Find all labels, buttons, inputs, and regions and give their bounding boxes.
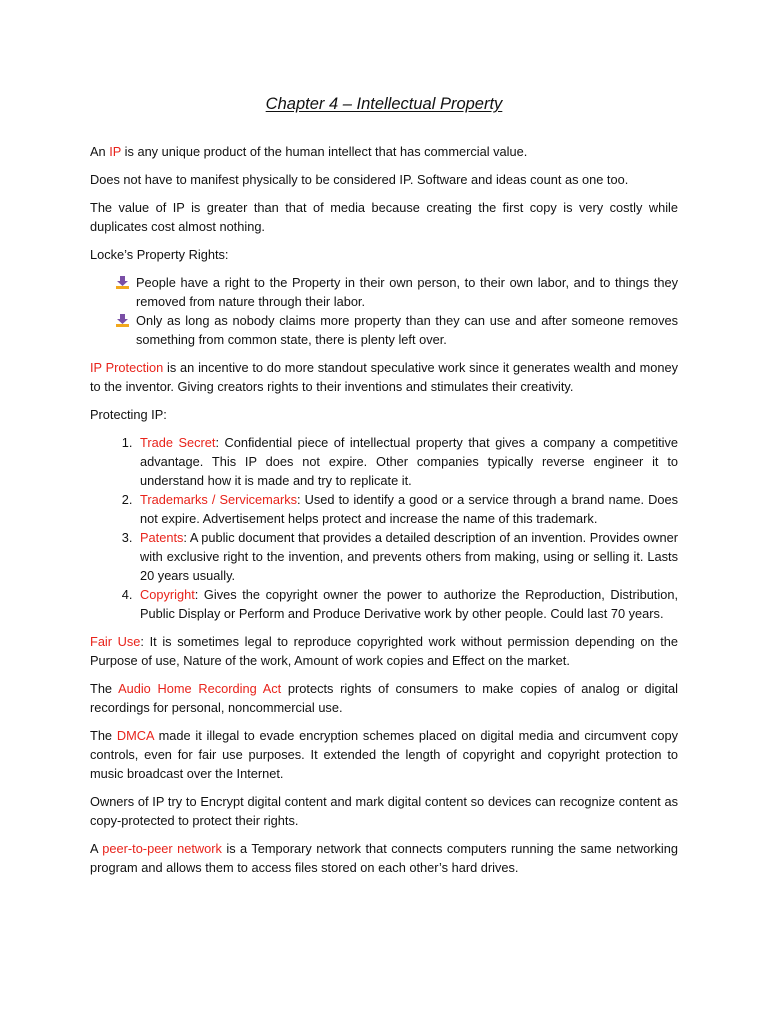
ip-physical-paragraph: Does not have to manifest physically to be considered IP. Software and ideas count as one too. xyxy=(90,172,629,187)
locke-heading: Locke’s Property Rights: xyxy=(90,247,229,262)
list-item xyxy=(136,585,678,623)
ip-value-paragraph: The value of IP is greater than that of media because creating the first copy is very costly while duplicates cost almost nothing. xyxy=(90,200,678,234)
term-p2p: peer-to-peer network xyxy=(102,841,222,856)
protecting-heading: Protecting IP: xyxy=(90,407,167,422)
text-span: made it illegal to evade encryption schemes placed on digital media and circumvent copy controls, even for fair use purposes. It extended the length of copyright and copyright protection to music broadcast over the Internet. xyxy=(90,728,678,781)
text-span: is any unique product of the human intellect that has commercial value. xyxy=(121,144,528,159)
item-text: : Gives the copyright owner the power to authorize the Reproduction, Distribution, Public Display or Perform and Produce Derivative work by other people. Could last 70 years. xyxy=(140,587,678,621)
term-ahra: Audio Home Recording Act xyxy=(118,681,282,696)
ip-definition-paragraph xyxy=(90,142,678,161)
item-text: : Used to identify a good or a service through a brand name. Does not expire. Advertisement helps protect and increase the name of this trademark. xyxy=(140,492,678,526)
page-title: Chapter 4 – Intellectual Property xyxy=(265,95,503,113)
bullet-text: Only as long as nobody claims more property than they can use and after someone removes something from common state, there is plenty left over. xyxy=(136,313,678,347)
text-span: A xyxy=(90,841,103,856)
item-text: : A public document that provides a detailed description of an invention. Provides owner with exclusive right to the invention, and prevents others from making, using or selling it. Lasts 20 years usually. xyxy=(140,530,678,583)
term-fair-use: Fair Use xyxy=(90,634,141,649)
list-item xyxy=(136,433,678,490)
term-ip: IP xyxy=(109,144,122,159)
term-trade-secret: Trade Secret xyxy=(140,435,216,450)
locke-bullet-list xyxy=(90,273,678,349)
text-span: : It is sometimes legal to reproduce copyrighted work without permission depending on the Purpose of use, Nature of the work, Amount of work copies and Effect on the market. xyxy=(90,634,678,668)
text-span: is an incentive to do more standout speculative work since it generates wealth and money to the inventor. Giving creators rights to their inventions and stimulates their creativity. xyxy=(90,360,678,394)
download-arrow-bullet-icon xyxy=(116,276,129,289)
protecting-list xyxy=(90,433,678,623)
ip-protection-paragraph xyxy=(90,358,678,396)
list-item xyxy=(116,273,678,311)
p2p-paragraph xyxy=(90,839,678,877)
list-item xyxy=(136,528,678,585)
term-patents: Patents xyxy=(140,530,184,545)
text-span: is a Temporary network that connects computers running the same networking program and allows them to access files stored on each other’s hard drives. xyxy=(90,841,678,875)
dmca-paragraph xyxy=(90,726,678,783)
list-item xyxy=(136,490,678,528)
text-span: protects rights of consumers to make copies of analog or digital recordings for personal, noncommercial use. xyxy=(90,681,678,715)
text-span: An xyxy=(90,144,110,159)
term-copyright: Copyright xyxy=(140,587,195,602)
encrypt-paragraph: Owners of IP try to Encrypt digital content and mark digital content so devices can recognize content as copy-protected to protect their rights. xyxy=(90,794,678,828)
bullet-text: People have a right to the Property in their own person, to their own labor, and to things they removed from nature through their labor. xyxy=(136,275,678,309)
ahra-paragraph xyxy=(90,679,678,717)
term-ip-protection: IP Protection xyxy=(90,360,164,375)
text-span: The xyxy=(90,728,117,743)
term-dmca: DMCA xyxy=(116,728,154,743)
text-span: The xyxy=(90,681,119,696)
list-item xyxy=(116,311,678,349)
fair-use-paragraph xyxy=(90,632,678,670)
download-arrow-bullet-icon xyxy=(116,314,129,327)
term-trademarks: Trademarks / Servicemarks xyxy=(140,492,298,507)
item-text: : Confidential piece of intellectual property that gives a company a competitive advantage. This IP does not expire. Other companies typically reverse engineer it to understand how it is made and try to replicate it. xyxy=(140,435,678,488)
